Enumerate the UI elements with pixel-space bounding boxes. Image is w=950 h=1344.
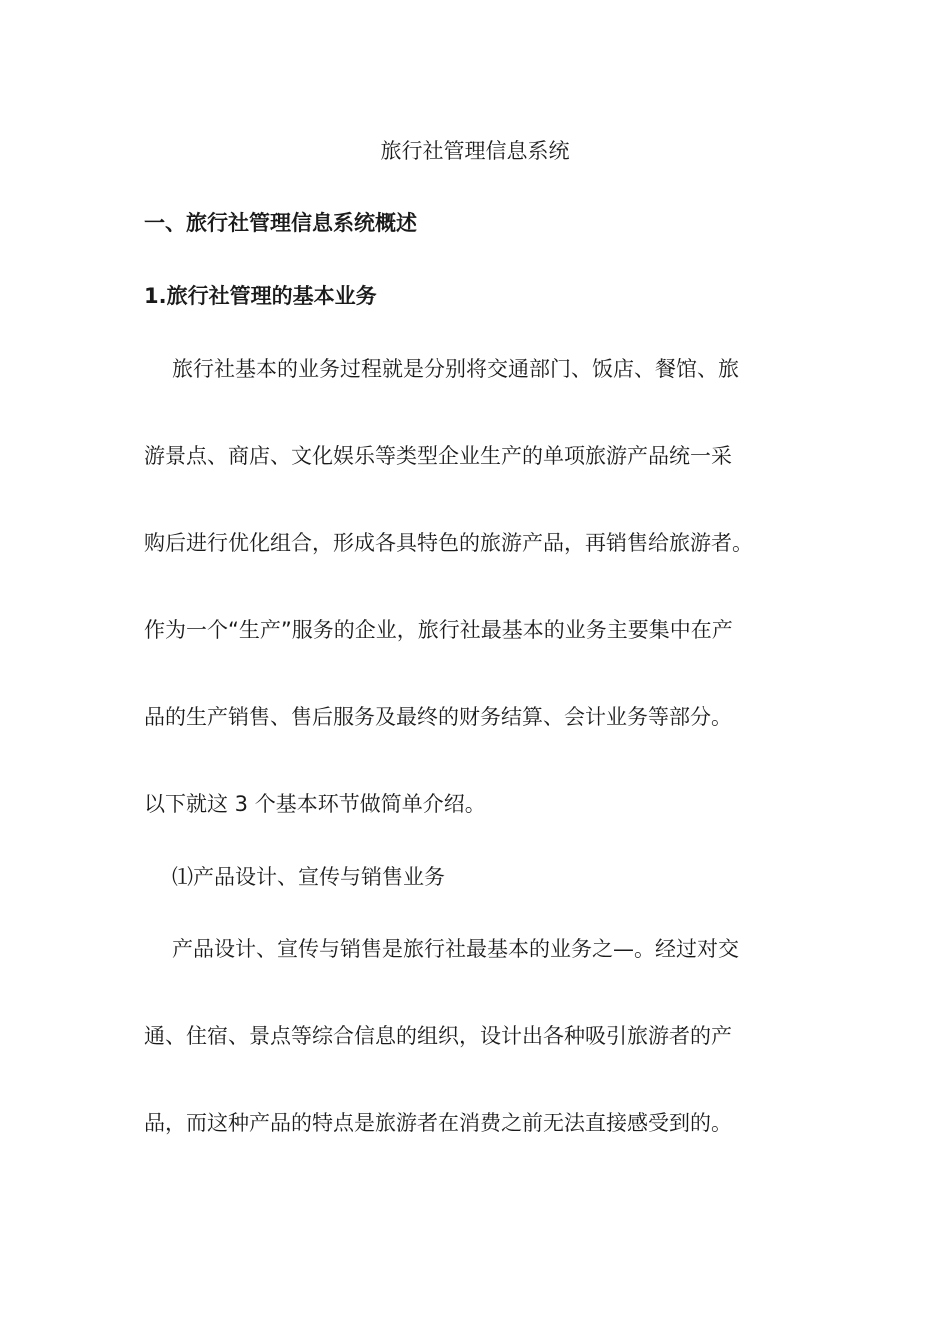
paragraph-line: 作为一个“生产”服务的企业，旅行社最基本的业务主要集中在产	[144, 618, 733, 642]
paragraph-line: 以下就这 3 个基本环节做简单介绍。	[144, 792, 486, 816]
paragraph-line: 购后进行优化组合，形成各具特色的旅游产品，再销售给旅游者。	[144, 531, 753, 555]
section-heading: 一、旅行社管理信息系统概述	[144, 211, 417, 235]
paragraph-line: 品的生产销售、售后服务及最终的财务结算、会计业务等部分。	[144, 705, 732, 729]
item-heading: ⑴产品设计、宣传与销售业务	[172, 865, 445, 889]
document-title: 旅行社管理信息系统	[380, 139, 570, 163]
paragraph-line: 产品设计、宣传与销售是旅行社最基本的业务之—。经过对交	[172, 937, 739, 961]
paragraph-line: 游景点、商店、文化娱乐等类型企业生产的单项旅游产品统一采	[144, 444, 732, 468]
paragraph-line: 旅行社基本的业务过程就是分别将交通部门、饭店、餐馆、旅	[172, 357, 739, 381]
paragraph-line: 品，而这种产品的特点是旅游者在消费之前无法直接感受到的。	[144, 1111, 732, 1135]
paragraph-line: 通、住宿、景点等综合信息的组织，设计出各种吸引旅游者的产	[144, 1024, 732, 1048]
subsection-heading: 1.旅行社管理的基本业务	[144, 284, 377, 308]
